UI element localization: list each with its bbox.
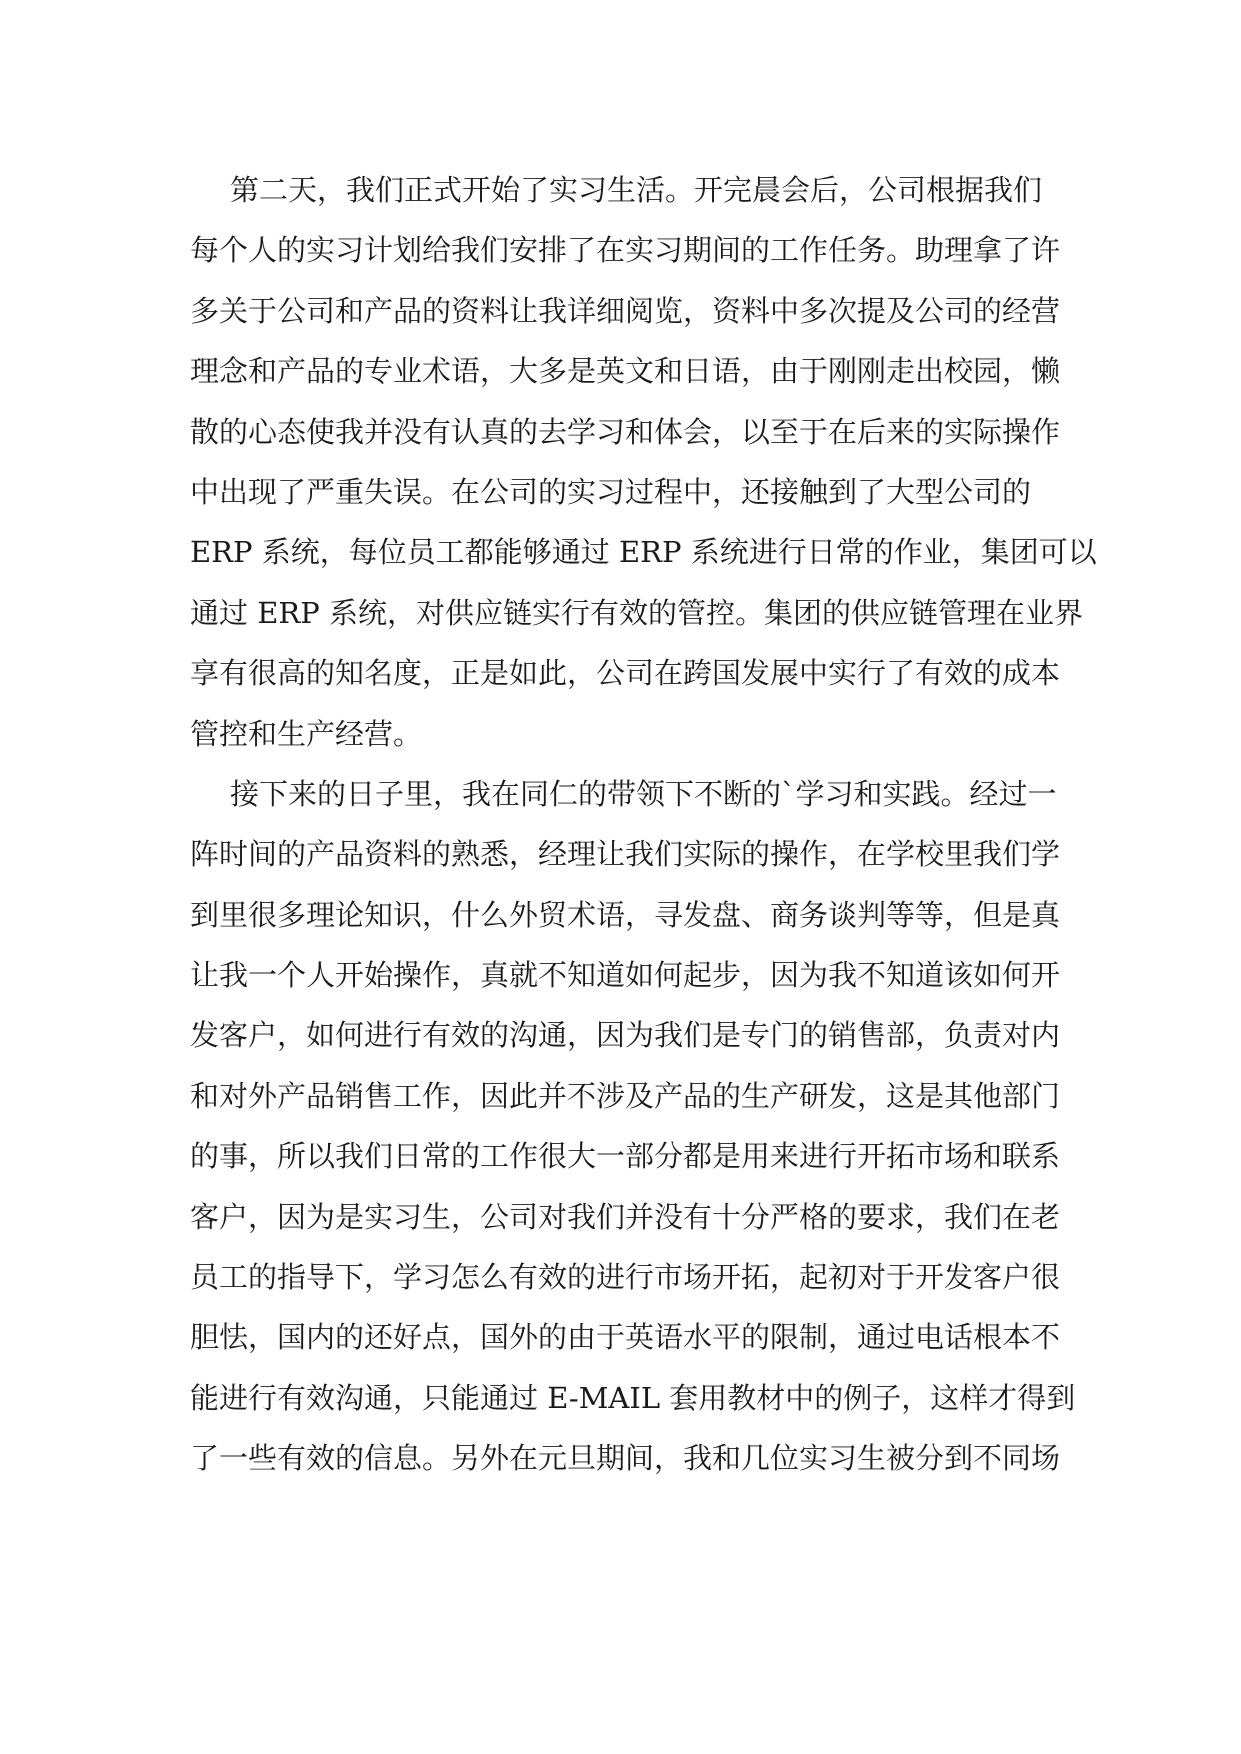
paragraph-line: 接下来的日子里，我在同仁的带领下不断的`学习和实践。经过一 [230,776,1057,811]
paragraph-line: ERP 系统，每位员工都能够通过 ERP 系统进行日常的作业，集团可以 [190,535,1097,570]
paragraph-line: 第二天，我们正式开始了实习生活。开完晨会后，公司根据我们 [230,173,1043,207]
paragraph-line: 享有很高的知名度，正是如此，公司在跨国发展中实行了有效的成本 [190,656,1061,691]
paragraph-line: 发客户，如何进行有效的沟通，因为我们是专门的销售部，负责对内 [190,1018,1061,1053]
paragraph-line: 胆怯，国内的还好点，国外的由于英语水平的限制，通过电话根本不 [190,1320,1061,1355]
paragraph-1 [190,160,1097,764]
paragraph-line: 让我一个人开始操作，真就不知道如何起步，因为我不知道该如何开 [190,958,1061,993]
paragraph-line: 管控和生产经营。 [190,716,423,751]
paragraph-line: 通过 ERP 系统，对供应链实行有效的管控。集团的供应链管理在业界 [190,595,1083,630]
paragraph-line: 的事，所以我们日常的工作很大一部分都是用来进行开拓市场和联系 [190,1139,1061,1174]
paragraph-line: 中出现了严重失误。在公司的实习过程中，还接触到了大型公司的 [190,474,1032,509]
paragraph-line: 到里很多理论知识，什么外贸术语，寻发盘、商务谈判等等，但是真 [190,897,1061,932]
paragraph-line: 员工的指导下，学习怎么有效的进行市场开拓，起初对于开发客户很 [190,1260,1061,1295]
paragraph-line: 了一些有效的信息。另外在元旦期间，我和几位实习生被分到不同场 [190,1441,1061,1476]
paragraph-line: 能进行有效沟通，只能通过 E-MAIL 套用教材中的例子，这样才得到 [190,1380,1076,1415]
body-text [190,160,1097,1489]
paragraph-line: 多关于公司和产品的资料让我详细阅览，资料中多次提及公司的经营 [190,293,1061,328]
paragraph-line: 和对外产品销售工作，因此并不涉及产品的生产研发，这是其他部门 [190,1078,1061,1113]
paragraph-line: 客户，因为是实习生，公司对我们并没有十分严格的要求，我们在老 [190,1199,1061,1234]
paragraph-line: 每个人的实习计划给我们安排了在实习期间的工作任务。助理拿了许 [190,233,1061,268]
paragraph-line: 理念和产品的专业术语，大多是英文和日语，由于刚刚走出校园，懒 [190,354,1061,389]
paragraph-line: 散的心态使我并没有认真的去学习和体会，以至于在后来的实际操作 [190,414,1061,449]
paragraph-2 [190,764,1076,1489]
paragraph-line: 阵时间的产品资料的熟悉，经理让我们实际的操作，在学校里我们学 [190,837,1061,872]
